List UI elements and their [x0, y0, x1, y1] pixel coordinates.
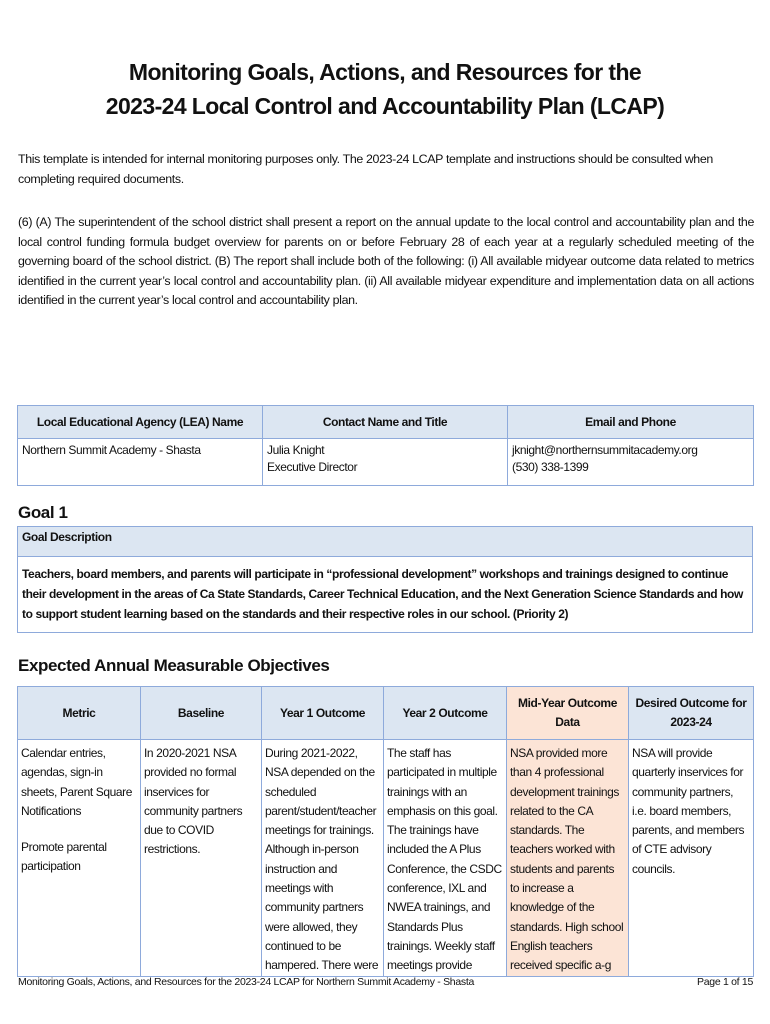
baseline-header: Baseline [141, 687, 262, 740]
goal-description: Teachers, board members, and parents will participate in “professional development” workshops and trainings designed to continue their development in the areas of Ca State Standards, Career Technical Education, and the Next Generation Science Standards and how to support student learning based on the standards and their respective roles in our school. (Priority 2) [18, 557, 753, 633]
goal-table [17, 526, 753, 633]
phone-number: (530) 338-1399 [512, 460, 589, 474]
intro-paragraph: This template is intended for internal monitoring purposes only. The 2023-24 LCAP template and instructions should be consulted when completing required documents. [18, 152, 713, 186]
metric-1: Calendar entries, agendas, sign-in sheets, Parent Square Notifications [21, 746, 133, 818]
lea-name-header: Local Educational Agency (LEA) Name [18, 406, 263, 439]
contact-name: Julia Knight [267, 443, 325, 457]
lea-name: Northern Summit Academy - Shasta [22, 443, 201, 457]
baseline-text: In 2020-2021 NSA provided no formal inservices for community partners due to COVID restrictions. [144, 746, 243, 857]
email-phone-header: Email and Phone [508, 406, 754, 439]
objectives-table [17, 686, 754, 977]
contact-title: Executive Director [267, 460, 358, 474]
goal-heading: Goal 1 [18, 503, 68, 522]
contact-header: Contact Name and Title [263, 406, 508, 439]
year1-header: Year 1 Outcome [262, 687, 384, 740]
title-line-2: 2023-24 Local Control and Accountability Plan (LCAP) [105, 93, 665, 119]
metric-cell [18, 740, 141, 977]
midyear-cell [507, 740, 629, 977]
metric-2: Promote parental participation [21, 840, 107, 874]
contact-cell [263, 439, 508, 486]
document-title [0, 55, 770, 123]
year2-header: Year 2 Outcome [384, 687, 507, 740]
year1-text: During 2021-2022, NSA depended on the scheduled parent/student/teacher meetings for trainings. Although in-person instruction and meetings with community partners were allowed, they continued to be hampered. There were [265, 746, 379, 972]
footer-text: Monitoring Goals, Actions, and Resources for the 2023-24 LCAP for Northern Summit Academy - Shasta [18, 976, 474, 988]
title-line-1: Monitoring Goals, Actions, and Resources for the [128, 59, 642, 85]
year2-text: The staff has participated in multiple trainings with an emphasis on this goal. The trainings have included the A Plus Conference, the CSDC conference, IXL and NWEA trainings, and Standards Plus trainings. Weekly staff meetings provide [387, 746, 502, 972]
email-link[interactable]: jknight@northernsummitacademy.org [512, 443, 698, 457]
email-phone-cell [508, 439, 754, 486]
goal-description-label: Goal Description [18, 527, 753, 557]
lea-name-cell [18, 439, 263, 486]
lea-table [17, 405, 754, 486]
statute-paragraph: (6) (A) The superintendent of the school district shall present a report on the annual update to the local control and accountability plan and the local control funding formula budget overview for parents on or before February 28 of each year at a regularly scheduled meeting of the governing board of the school district. (B) The report shall include both of the following: (i) All available midyear outcome data related to metrics identified in the current year’s local control and accountability plan. (ii) All available midyear expenditure and implementation data on all actions identified in the current year’s local control and accountability plan. [18, 215, 754, 307]
desired-outcome-header: Desired Outcome for 2023-24 [629, 687, 754, 740]
year2-cell [384, 740, 507, 977]
baseline-cell [141, 740, 262, 977]
metric-header: Metric [18, 687, 141, 740]
year1-cell [262, 740, 384, 977]
midyear-text: NSA provided more than 4 professional development trainings related to the CA standards. The teachers worked with students and parents to increase a knowledge of the standards. High school English teachers received specific a-g [510, 746, 624, 972]
midyear-header: Mid-Year Outcome Data [507, 687, 629, 740]
objectives-heading: Expected Annual Measurable Objectives [18, 656, 330, 675]
desired-text: NSA will provide quarterly inservices for community partners, i.e. board members, parents, and members of CTE advisory councils. [632, 746, 745, 876]
desired-cell [629, 740, 754, 977]
page-number: Page 1 of 15 [697, 976, 753, 988]
